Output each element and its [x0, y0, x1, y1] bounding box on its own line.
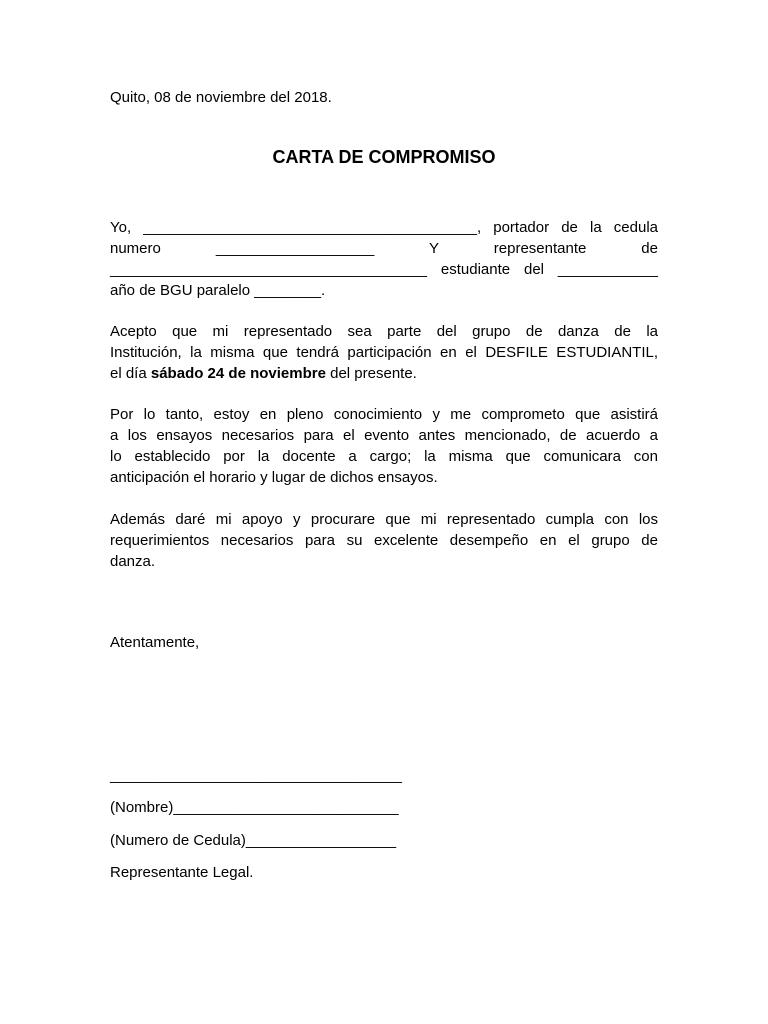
paragraph3-line4: anticipación el horario y lugar de dichos ensayos.	[110, 469, 438, 486]
paragraph-support	[110, 509, 658, 572]
paragraph4-line1: Además daré mi apoyo y procurare que mi representado cumpla con los	[110, 511, 658, 528]
signature-line-block	[110, 765, 658, 786]
paragraph3-line3: lo establecido por la docente a cargo; la misma que comunicara con	[110, 448, 658, 465]
paragraph4-line2: requerimientos necesarios para su excelente desempeño en el grupo de	[110, 532, 658, 549]
paragraph1-line3: ______________________________________ estudiante del ____________	[110, 261, 658, 278]
paragraph-identification	[110, 217, 658, 301]
paragraph2-line1: Acepto que mi representado sea parte del grupo de danza de la	[110, 323, 658, 340]
paragraph2-line3-before: el día	[110, 365, 151, 382]
paragraph-acceptance	[110, 321, 658, 384]
paragraph2-line2: Institución, la misma que tendrá participación en el DESFILE ESTUDIANTIL,	[110, 344, 658, 361]
paragraph1-line2: numero ___________________ Y representante de	[110, 240, 658, 257]
closing-block	[110, 632, 658, 653]
paragraph2-line3-after: del presente.	[325, 365, 417, 382]
signature-name-field: (Nombre)___________________________	[110, 799, 399, 816]
letter-page	[110, 0, 658, 1024]
signature-id-block	[110, 830, 658, 851]
date-line: Quito, 08 de noviembre del 2018.	[110, 89, 332, 106]
signature-id-field: (Numero de Cedula)__________________	[110, 832, 397, 849]
paragraph3-line2: a los ensayos necesarios para el evento antes mencionado, de acuerdo a	[110, 427, 658, 444]
letter-title: CARTA DE COMPROMISO	[272, 147, 496, 167]
paragraph3-line1: Por lo tanto, estoy en pleno conocimiento y me comprometo que asistirá	[110, 406, 658, 423]
date-line-block	[110, 87, 658, 108]
signature-role-block	[110, 862, 658, 883]
paragraph4-line3: danza.	[110, 553, 156, 570]
signature-line: ___________________________________	[110, 767, 402, 784]
paragraph1-line1: Yo, ________________________________________, portador de la cedula	[110, 219, 658, 236]
signature-name-block	[110, 797, 658, 818]
paragraph1-line4: año de BGU paralelo ________.	[110, 282, 326, 299]
paragraph-commitment	[110, 404, 658, 488]
paragraph2-line3	[110, 363, 658, 384]
signature-role: Representante Legal.	[110, 864, 254, 881]
paragraph2-date-bold: sábado 24 de noviembre	[150, 365, 326, 382]
closing-text: Atentamente,	[110, 634, 200, 651]
